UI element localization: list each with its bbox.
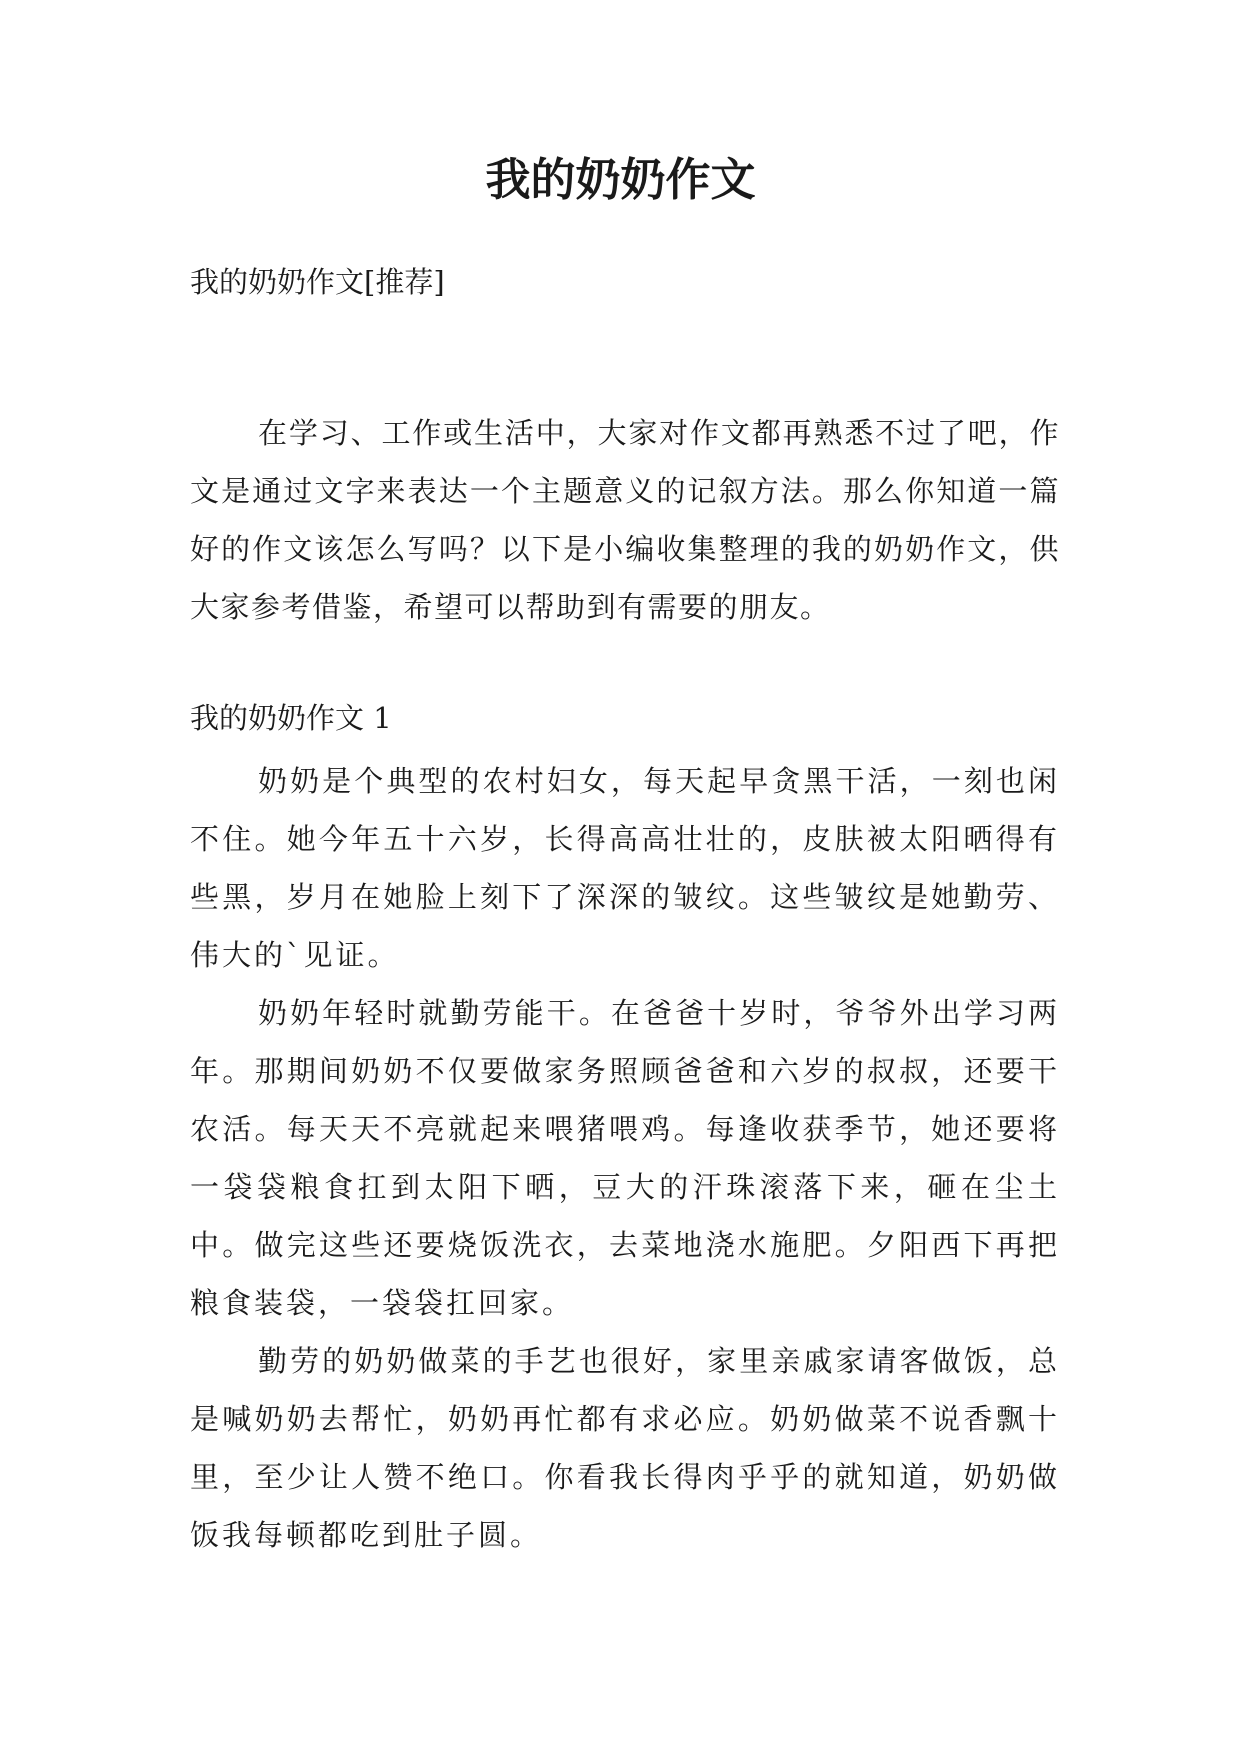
section-heading: 我的奶奶作文 1 xyxy=(190,701,392,735)
document-title: 我的奶奶作文 xyxy=(485,153,756,206)
essay-paragraph-3: 勤劳的奶奶做菜的手艺也很好，家里亲戚家请客做饭，总是喊奶奶去帮忙，奶奶再忙都有求必应。奶奶做菜不说香飘十里，至少让人赞不绝口。你看我长得肉乎乎的就知道，奶奶做饭我每顿都吃到肚子圆。 xyxy=(190,1344,1060,1552)
essay-paragraph-1: 奶奶是个典型的农村妇女，每天起早贪黑干活，一刻也闲不住。她今年五十六岁，长得高高壮壮的，皮肤被太阳晒得有些黑，岁月在她脸上刻下了深深的皱纹。这些皱纹是她勤劳、伟大的`见证。 xyxy=(190,764,1060,972)
intro-paragraph: 在学习、工作或生活中，大家对作文都再熟悉不过了吧，作文是通过文字来表达一个主题意义的记叙方法。那么你知道一篇好的作文该怎么写吗？以下是小编收集整理的我的奶奶作文，供大家参考借鉴，希望可以帮助到有需要的朋友。 xyxy=(190,416,1060,624)
document-subtitle: 我的奶奶作文[推荐] xyxy=(190,265,445,299)
essay-paragraph-2: 奶奶年轻时就勤劳能干。在爸爸十岁时，爷爷外出学习两年。那期间奶奶不仅要做家务照顾爸爸和六岁的叔叔，还要干农活。每天天不亮就起来喂猪喂鸡。每逢收获季节，她还要将一袋袋粮食扛到太阳下晒，豆大的汗珠滚落下来，砸在尘土中。做完这些还要烧饭洗衣，去菜地浇水施肥。夕阳西下再把粮食装袋，一袋袋扛回家。 xyxy=(190,996,1060,1320)
essay-body xyxy=(190,752,1060,1564)
